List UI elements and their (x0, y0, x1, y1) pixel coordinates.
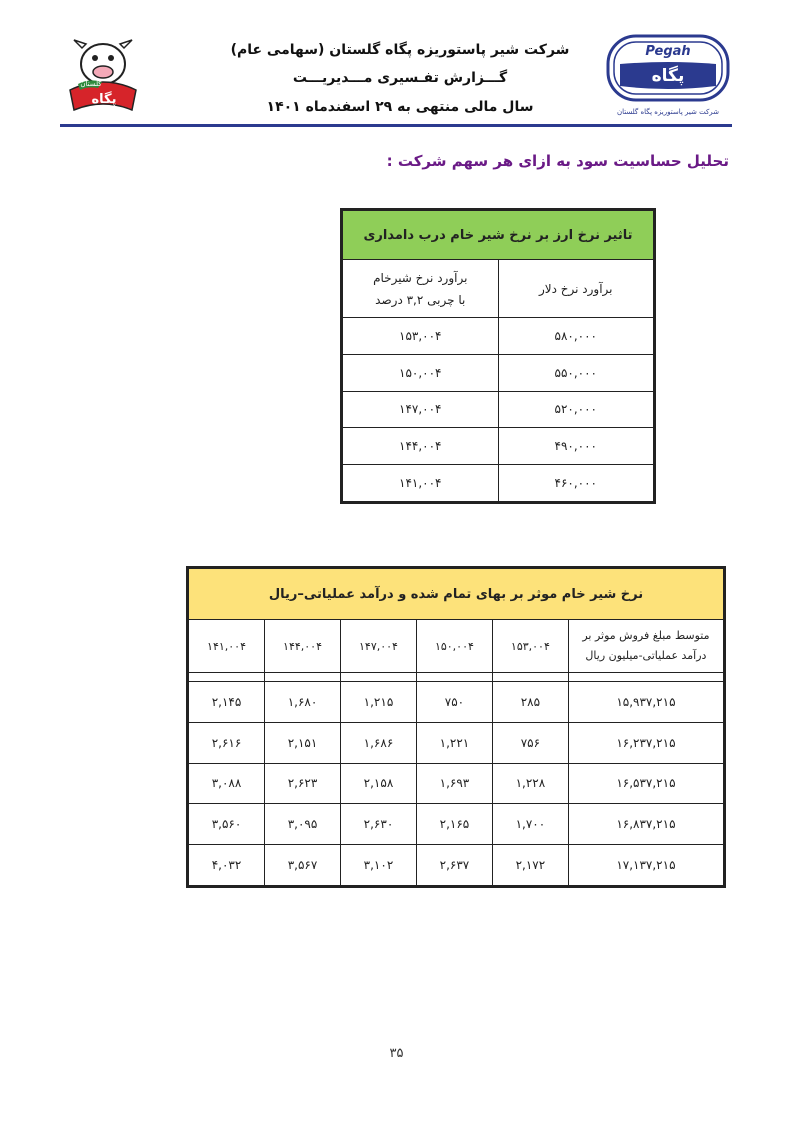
eps-cell: ۲,۱۴۵ (189, 682, 265, 723)
eps-cell: ۳,۱۰۲ (341, 845, 417, 886)
pegah-logo (606, 34, 730, 124)
eps-cell: ۲,۱۷۲ (492, 845, 568, 886)
revenue-cell: ۱۶,۸۳۷,۲۱۵ (568, 804, 723, 845)
eps-cell: ۱,۲۲۱ (416, 722, 492, 763)
eps-cell: ۱,۶۹۳ (416, 763, 492, 804)
milk-rate-cell: ۱۴۷,۰۰۴ (343, 391, 499, 428)
eps-cell: ۱,۶۸۶ (341, 722, 417, 763)
dollar-rate-cell: ۴۹۰,۰۰۰ (498, 428, 654, 465)
table1-col-milk (343, 260, 499, 318)
eps-cell: ۲,۶۲۳ (265, 763, 341, 804)
table1-col-milk-line1: برآورد نرخ شیرخام (373, 270, 468, 285)
table-row (343, 318, 654, 355)
table2-title: نرخ شیر خام موثر بر بهای تمام شده و درآمد عملیاتی–ریال (189, 569, 724, 620)
dollar-rate-cell: ۵۲۰,۰۰۰ (498, 391, 654, 428)
eps-cell: ۲,۱۶۵ (416, 804, 492, 845)
milk-rate-cell: ۱۴۴,۰۰۴ (343, 428, 499, 465)
eps-cell: ۲۸۵ (492, 682, 568, 723)
table-row (343, 391, 654, 428)
logo-right-persian: پگاه (651, 66, 685, 86)
header-divider (60, 124, 732, 127)
table2-col-header: ۱۴۷,۰۰۴ (341, 620, 417, 673)
eps-cell: ۷۵۶ (492, 722, 568, 763)
table1-col-dollar: برآورد نرخ دلار (498, 260, 654, 318)
eps-cell: ۱,۷۰۰ (492, 804, 568, 845)
table-row (189, 845, 724, 886)
milk-rate-cell: ۱۴۱,۰۰۴ (343, 465, 499, 502)
table-row (343, 465, 654, 502)
table2-first-col-line2: درآمد عملیاتی-میلیون ریال (585, 649, 707, 662)
eps-cell: ۳,۰۹۵ (265, 804, 341, 845)
eps-cell: ۲,۶۳۷ (416, 845, 492, 886)
company-name: شرکت شیر پاستوریزه پگاه گلستان (سهامی عام) (230, 42, 570, 58)
table-row (189, 804, 724, 845)
table-row (189, 763, 724, 804)
eps-cell: ۲,۱۵۸ (341, 763, 417, 804)
eps-cell: ۱,۲۲۸ (492, 763, 568, 804)
eps-cell: ۲,۶۱۶ (189, 722, 265, 763)
logo-right-caption: شرکت شیر پاستوریزه پگاه گلستان (616, 108, 720, 116)
table2-col-header: ۱۵۰,۰۰۴ (416, 620, 492, 673)
eps-cell: ۳,۵۶۷ (265, 845, 341, 886)
table2-col-header: ۱۴۴,۰۰۴ (265, 620, 341, 673)
fiscal-period: سال مالی منتهی به ۲۹ اسفندماه ۱۴۰۱ (266, 99, 534, 115)
dollar-rate-cell: ۴۶۰,۰۰۰ (498, 465, 654, 502)
revenue-cell: ۱۶,۲۳۷,۲۱۵ (568, 722, 723, 763)
table1-col-milk-line2: با چربی ۳,۲ درصد (375, 292, 466, 307)
report-title: گـــزارش تفـسیری مـــدیریـــت (292, 70, 508, 86)
exchange-rate-table (340, 208, 656, 504)
dollar-rate-cell: ۵۸۰,۰۰۰ (498, 318, 654, 355)
table-row (343, 428, 654, 465)
eps-cell: ۳,۰۸۸ (189, 763, 265, 804)
table-row (189, 682, 724, 723)
page-number: ۳۵ (389, 1046, 404, 1061)
revenue-cell: ۱۵,۹۳۷,۲۱۵ (568, 682, 723, 723)
eps-cell: ۳,۵۶۰ (189, 804, 265, 845)
milk-rate-cell: ۱۵۰,۰۰۴ (343, 354, 499, 391)
revenue-cell: ۱۶,۵۳۷,۲۱۵ (568, 763, 723, 804)
pegah-golestan-logo (60, 34, 146, 114)
table-row (343, 354, 654, 391)
table1-title: تاثیر نرخ ارز بر نرخ شیر خام درب دامداری (343, 211, 654, 260)
eps-cell: ۲,۱۵۱ (265, 722, 341, 763)
table-row (189, 722, 724, 763)
eps-cell: ۲,۶۳۰ (341, 804, 417, 845)
dollar-rate-cell: ۵۵۰,۰۰۰ (498, 354, 654, 391)
eps-cell: ۱,۶۸۰ (265, 682, 341, 723)
eps-cell: ۷۵۰ (416, 682, 492, 723)
page-header (0, 0, 793, 130)
table2-first-col-line1: متوسط مبلغ فروش موثر بر (582, 629, 710, 642)
sensitivity-table (186, 566, 726, 888)
logo-left-text: پگاه (91, 92, 117, 107)
table2-col-header: ۱۵۳,۰۰۴ (492, 620, 568, 673)
section-title: تحلیل حساسیت سود به ازای هر سهم شرکت : (386, 152, 729, 170)
logo-right-latin: Pegah (645, 44, 691, 59)
table2-first-col-header (568, 620, 723, 673)
milk-rate-cell: ۱۵۳,۰۰۴ (343, 318, 499, 355)
eps-cell: ۱,۲۱۵ (341, 682, 417, 723)
eps-cell: ۴,۰۳۲ (189, 845, 265, 886)
logo-left-small: گلستان (80, 80, 102, 88)
table2-col-header: ۱۴۱,۰۰۴ (189, 620, 265, 673)
revenue-cell: ۱۷,۱۳۷,۲۱۵ (568, 845, 723, 886)
